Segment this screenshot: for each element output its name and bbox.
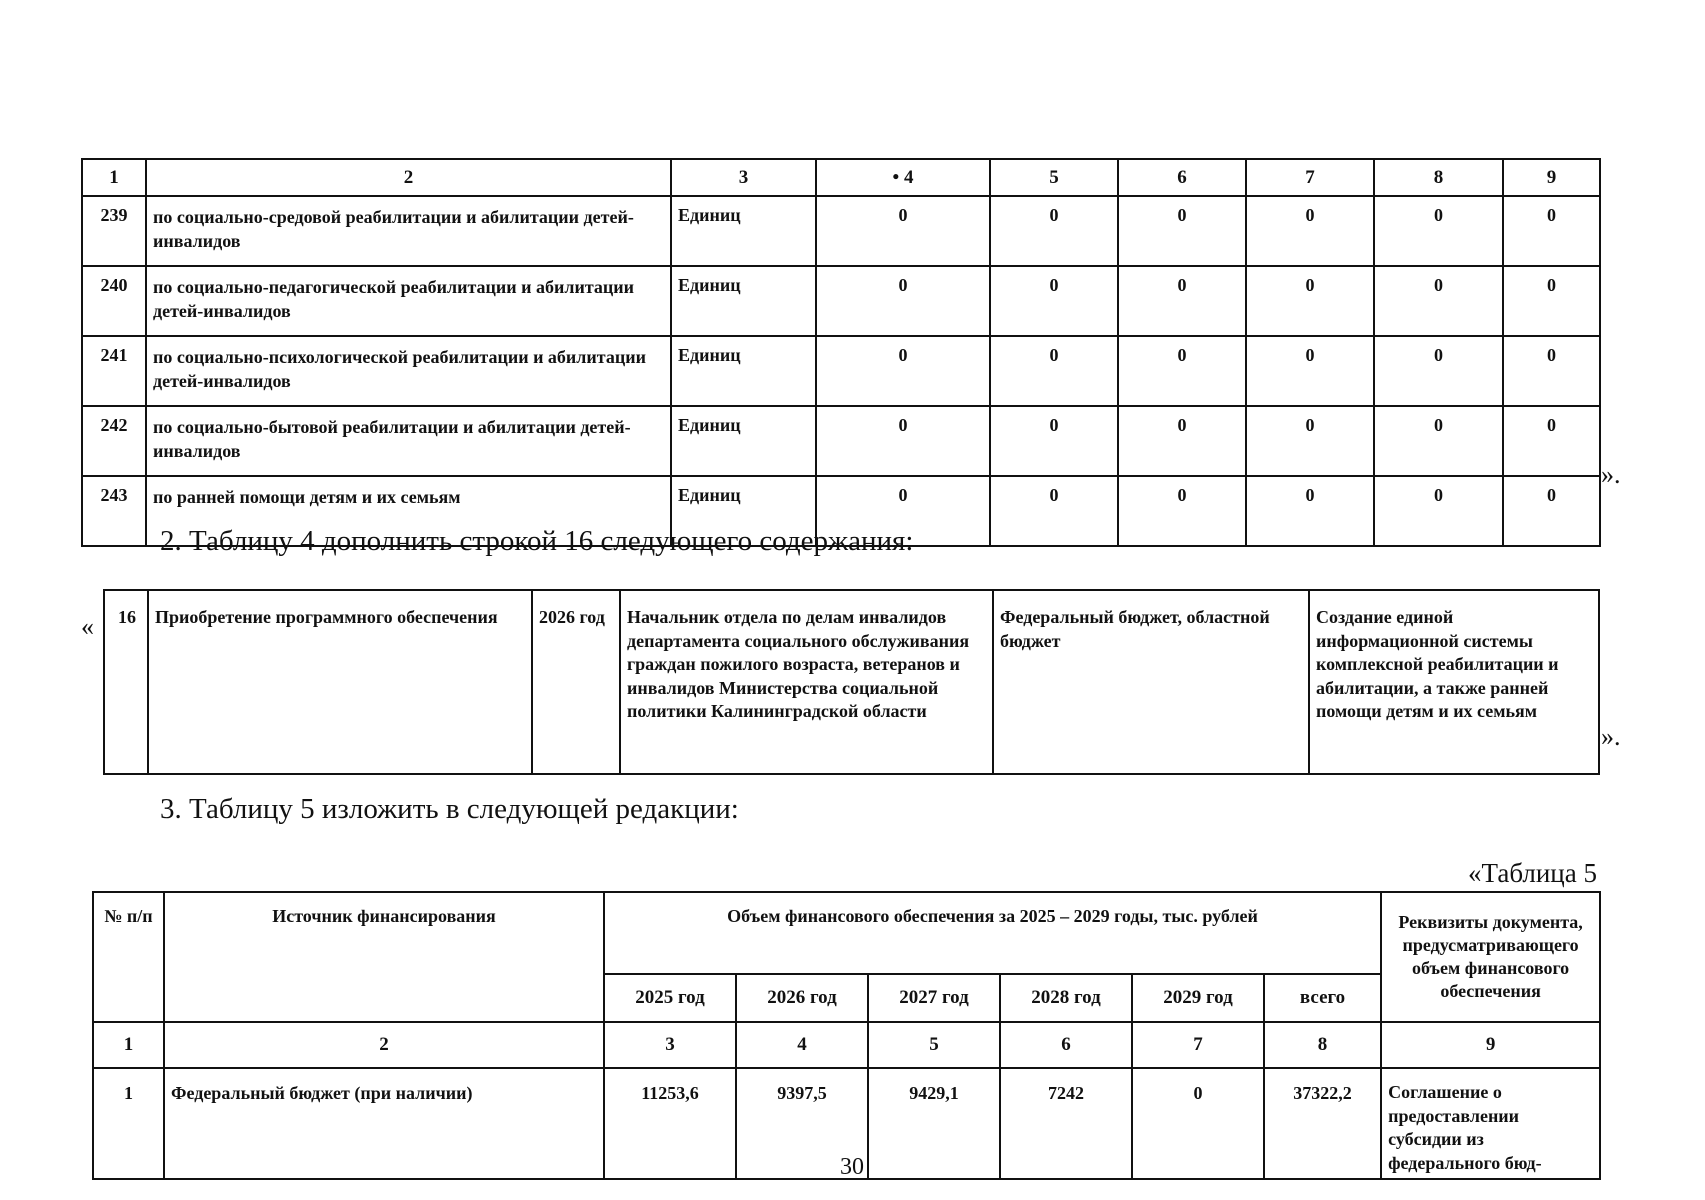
colnum: 7	[1132, 1022, 1264, 1068]
row-value: 0	[1246, 266, 1374, 336]
table1-col-4: • 4	[816, 159, 990, 196]
year-2029: 2029 год	[1132, 974, 1264, 1022]
table1-col-9: 9	[1503, 159, 1600, 196]
row-value: 0	[1246, 406, 1374, 476]
row-unit: Единиц	[671, 406, 816, 476]
year-2027: 2027 год	[868, 974, 1000, 1022]
measures-table-row	[103, 589, 1600, 775]
table1-col-1: 1	[82, 159, 146, 196]
year-total: всего	[1264, 974, 1381, 1022]
table1-col-2: 2	[146, 159, 671, 196]
measure-source: Федеральный бюджет, областной бюджет	[993, 590, 1309, 774]
colnum: 3	[604, 1022, 736, 1068]
row-value: 0	[1374, 196, 1503, 266]
table1-col-6: 6	[1118, 159, 1246, 196]
header-source: Источник финансирования	[164, 892, 604, 1022]
row-value: 9397,5	[736, 1068, 868, 1179]
row-value: 0	[1503, 476, 1600, 546]
measure-year: 2026 год	[532, 590, 620, 774]
row-text: по ранней помощи детям и их семьям	[146, 476, 671, 546]
row-unit: Единиц	[671, 196, 816, 266]
row-value: 0	[816, 406, 990, 476]
colnum: 1	[93, 1022, 164, 1068]
colnum: 6	[1000, 1022, 1132, 1068]
row-value: 7242	[1000, 1068, 1132, 1179]
table1-col-3: 3	[671, 159, 816, 196]
colnum: 5	[868, 1022, 1000, 1068]
row-value: 0	[1118, 336, 1246, 406]
row-number: 239	[82, 196, 146, 266]
row-value: 0	[990, 336, 1118, 406]
colnum: 9	[1381, 1022, 1600, 1068]
closing-quote: ».	[1601, 460, 1621, 489]
opening-quote: «	[81, 612, 94, 641]
row-text: по социально-средовой реабилитации и абилитации детей-инвалидов	[146, 196, 671, 266]
table3-header-row	[93, 892, 1600, 974]
row-number: 1	[93, 1068, 164, 1179]
table-row	[82, 266, 1600, 336]
row-total: 37322,2	[1264, 1068, 1381, 1179]
row-value: 0	[990, 476, 1118, 546]
row-unit: Единиц	[671, 336, 816, 406]
table1-col-7: 7	[1246, 159, 1374, 196]
row-value: 0	[1118, 196, 1246, 266]
row-value: 0	[1503, 406, 1600, 476]
row-value: 11253,6	[604, 1068, 736, 1179]
table-row	[82, 196, 1600, 266]
row-value: 0	[816, 266, 990, 336]
measure-responsible: Начальник отдела по делам инвалидов департамента социального обслуживания граждан пожилого возраста, ветеранов и инвалидов Министерства социальной политики Калининградской области	[620, 590, 993, 774]
table-caption: «Таблица 5	[1468, 858, 1597, 888]
table-row	[82, 406, 1600, 476]
row-value: 0	[816, 336, 990, 406]
row-value: 0	[1374, 336, 1503, 406]
section-heading: 2. Таблицу 4 дополнить строкой 16 следующего содержания:	[160, 525, 914, 557]
row-value: 0	[990, 266, 1118, 336]
year-2026: 2026 год	[736, 974, 868, 1022]
row-unit: Единиц	[671, 266, 816, 336]
row-number: 16	[104, 590, 148, 774]
row-value: 0	[990, 406, 1118, 476]
row-text: по социально-психологической реабилитации и абилитации детей-инвалидов	[146, 336, 671, 406]
header-num: № п/п	[93, 892, 164, 1022]
row-number: 243	[82, 476, 146, 546]
indicators-table	[81, 158, 1601, 547]
year-2025: 2025 год	[604, 974, 736, 1022]
row-value: 0	[1503, 266, 1600, 336]
row-value: 0	[1118, 476, 1246, 546]
row-value: 0	[1374, 266, 1503, 336]
row-value: 9429,1	[868, 1068, 1000, 1179]
colnum: 2	[164, 1022, 604, 1068]
row-value: 0	[1246, 196, 1374, 266]
colnum: 8	[1264, 1022, 1381, 1068]
row-value: 0	[1246, 476, 1374, 546]
row-requisites: Соглашение о предоставлении субсидии из федерального бюд-	[1381, 1068, 1600, 1179]
row-value: 0	[990, 196, 1118, 266]
year-2028: 2028 год	[1000, 974, 1132, 1022]
row-value: 0	[816, 476, 990, 546]
row-value: 0	[1374, 476, 1503, 546]
table3-colnum-row	[93, 1022, 1600, 1068]
header-volume: Объем финансового обеспечения за 2025 – 2029 годы, тыс. рублей	[604, 892, 1381, 974]
section-heading: 3. Таблицу 5 изложить в следующей редакции:	[160, 793, 739, 825]
row-value: 0	[1132, 1068, 1264, 1179]
row-value: 0	[1118, 406, 1246, 476]
row-source: Федеральный бюджет (при наличии)	[164, 1068, 604, 1179]
row-value: 0	[1503, 196, 1600, 266]
row-value: 0	[1374, 406, 1503, 476]
colnum: 4	[736, 1022, 868, 1068]
row-number: 242	[82, 406, 146, 476]
table1-col-5: 5	[990, 159, 1118, 196]
closing-quote: ».	[1601, 722, 1621, 751]
table1-col-8: 8	[1374, 159, 1503, 196]
row-value: 0	[1503, 336, 1600, 406]
row-value: 0	[816, 196, 990, 266]
page-number: 30	[840, 1154, 864, 1180]
row-number: 241	[82, 336, 146, 406]
row-unit: Единиц	[671, 476, 816, 546]
table-row	[104, 590, 1599, 774]
table-row	[82, 336, 1600, 406]
row-text: по социально-бытовой реабилитации и абилитации детей-инвалидов	[146, 406, 671, 476]
row-value: 0	[1118, 266, 1246, 336]
measure-result: Создание единой информационной системы комплексной реабилитации и абилитации, а также ранней помощи детям и их семьям	[1309, 590, 1599, 774]
header-requisites: Реквизиты документа, предусматривающего объем финансового обеспечения	[1381, 892, 1600, 1022]
row-number: 240	[82, 266, 146, 336]
measure-name: Приобретение программного обеспечения	[148, 590, 532, 774]
financing-table	[92, 891, 1601, 1180]
table1-header-row	[82, 159, 1600, 196]
row-value: 0	[1246, 336, 1374, 406]
row-text: по социально-педагогической реабилитации и абилитации детей-инвалидов	[146, 266, 671, 336]
